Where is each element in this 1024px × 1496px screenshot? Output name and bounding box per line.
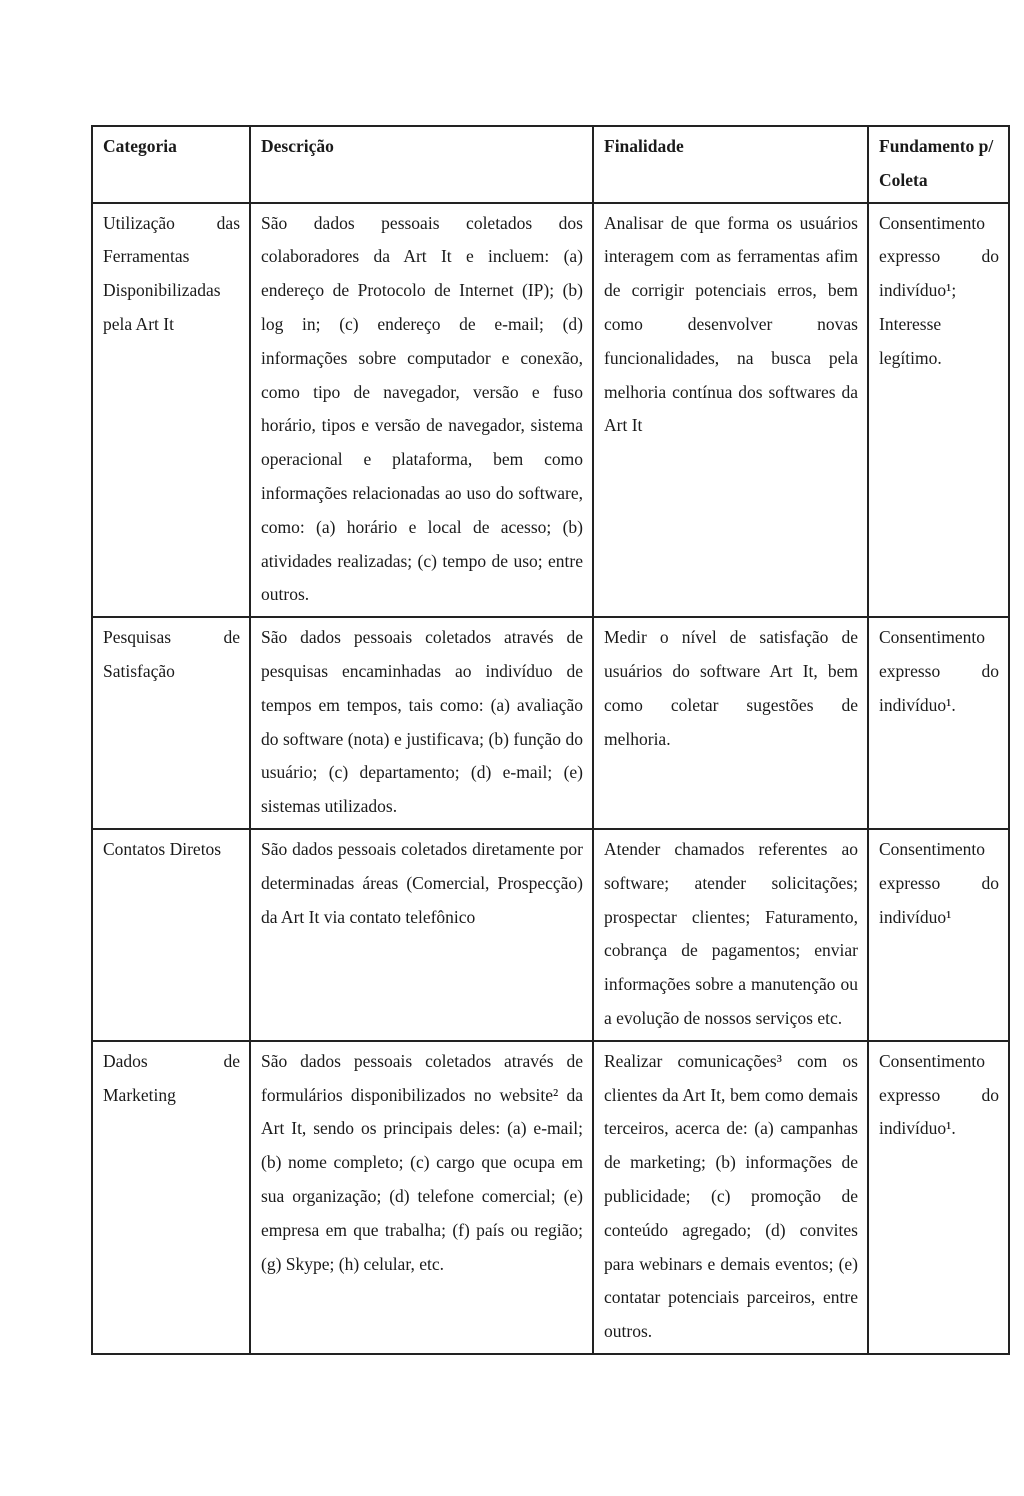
cell-finalidade: Medir o nível de satisfação de usuários do software Art It, bem como coletar sugestões de melhoria. [593, 617, 868, 829]
cell-fundamento: Consentimento expresso do indivíduo¹. [868, 617, 1009, 829]
cell-descricao: São dados pessoais coletados através de pesquisas encaminhadas ao indivíduo de tempos em tempos, tais como: (a) avaliação do software (nota) e justificava; (b) função do usuário; (c) departamento; (d) e-mail; (e) sistemas utilizados. [250, 617, 593, 829]
header-fundamento: Fundamento p/ Coleta [868, 126, 1009, 203]
header-finalidade: Finalidade [593, 126, 868, 203]
header-categoria: Categoria [92, 126, 250, 203]
cell-descricao: São dados pessoais coletados diretamente por determinadas áreas (Comercial, Prospecção) da Art It via contato telefônico [250, 829, 593, 1041]
data-categories-table [91, 125, 1010, 1355]
cell-categoria: Pesquisas de Satisfação [92, 617, 250, 829]
cell-fundamento: Consentimento expresso do indivíduo¹; Interesse legítimo. [868, 203, 1009, 618]
cell-descricao: São dados pessoais coletados dos colaboradores da Art It e incluem: (a) endereço de Protocolo de Internet (IP); (b) log in; (c) endereço de e-mail; (d) informações sobre computador e conexão, como tipo de navegador, versão e fuso horário, tipos e versão de navegador, sistema operacional e plataforma, bem como informações relacionadas ao uso do software, como: (a) horário e local de acesso; (b) atividades realizadas; (c) tempo de uso; entre outros. [250, 203, 593, 618]
cell-fundamento: Consentimento expresso do indivíduo¹ [868, 829, 1009, 1041]
document-page [91, 125, 1008, 1355]
table-row [92, 203, 1009, 618]
table-header-row [92, 126, 1009, 203]
header-descricao: Descrição [250, 126, 593, 203]
cell-finalidade: Atender chamados referentes ao software; atender solicitações; prospectar clientes; Faturamento, cobrança de pagamentos; enviar informações sobre a manutenção ou a evolução de nossos serviços etc. [593, 829, 868, 1041]
cell-categoria: Utilização das Ferramentas Disponibilizadas pela Art It [92, 203, 250, 618]
cell-fundamento: Consentimento expresso do indivíduo¹. [868, 1041, 1009, 1354]
table-row [92, 1041, 1009, 1354]
cell-categoria: Contatos Diretos [92, 829, 250, 1041]
cell-finalidade: Analisar de que forma os usuários interagem com as ferramentas afim de corrigir potenciais erros, bem como desenvolver novas funcionalidades, na busca pela melhoria contínua dos softwares da Art It [593, 203, 868, 618]
table-row [92, 829, 1009, 1041]
cell-descricao: São dados pessoais coletados através de formulários disponibilizados no website² da Art It, sendo os principais deles: (a) e-mail; (b) nome completo; (c) cargo que ocupa em sua organização; (d) telefone comercial; (e) empresa em que trabalha; (f) país ou região; (g) Skype; (h) celular, etc. [250, 1041, 593, 1354]
cell-finalidade: Realizar comunicações³ com os clientes da Art It, bem como demais terceiros, acerca de: (a) campanhas de marketing; (b) informações de publicidade; (c) promoção de conteúdo agregado; (d) convites para webinars e demais eventos; (e) contatar potenciais parceiros, entre outros. [593, 1041, 868, 1354]
cell-categoria: Dados de Marketing [92, 1041, 250, 1354]
table-row [92, 617, 1009, 829]
